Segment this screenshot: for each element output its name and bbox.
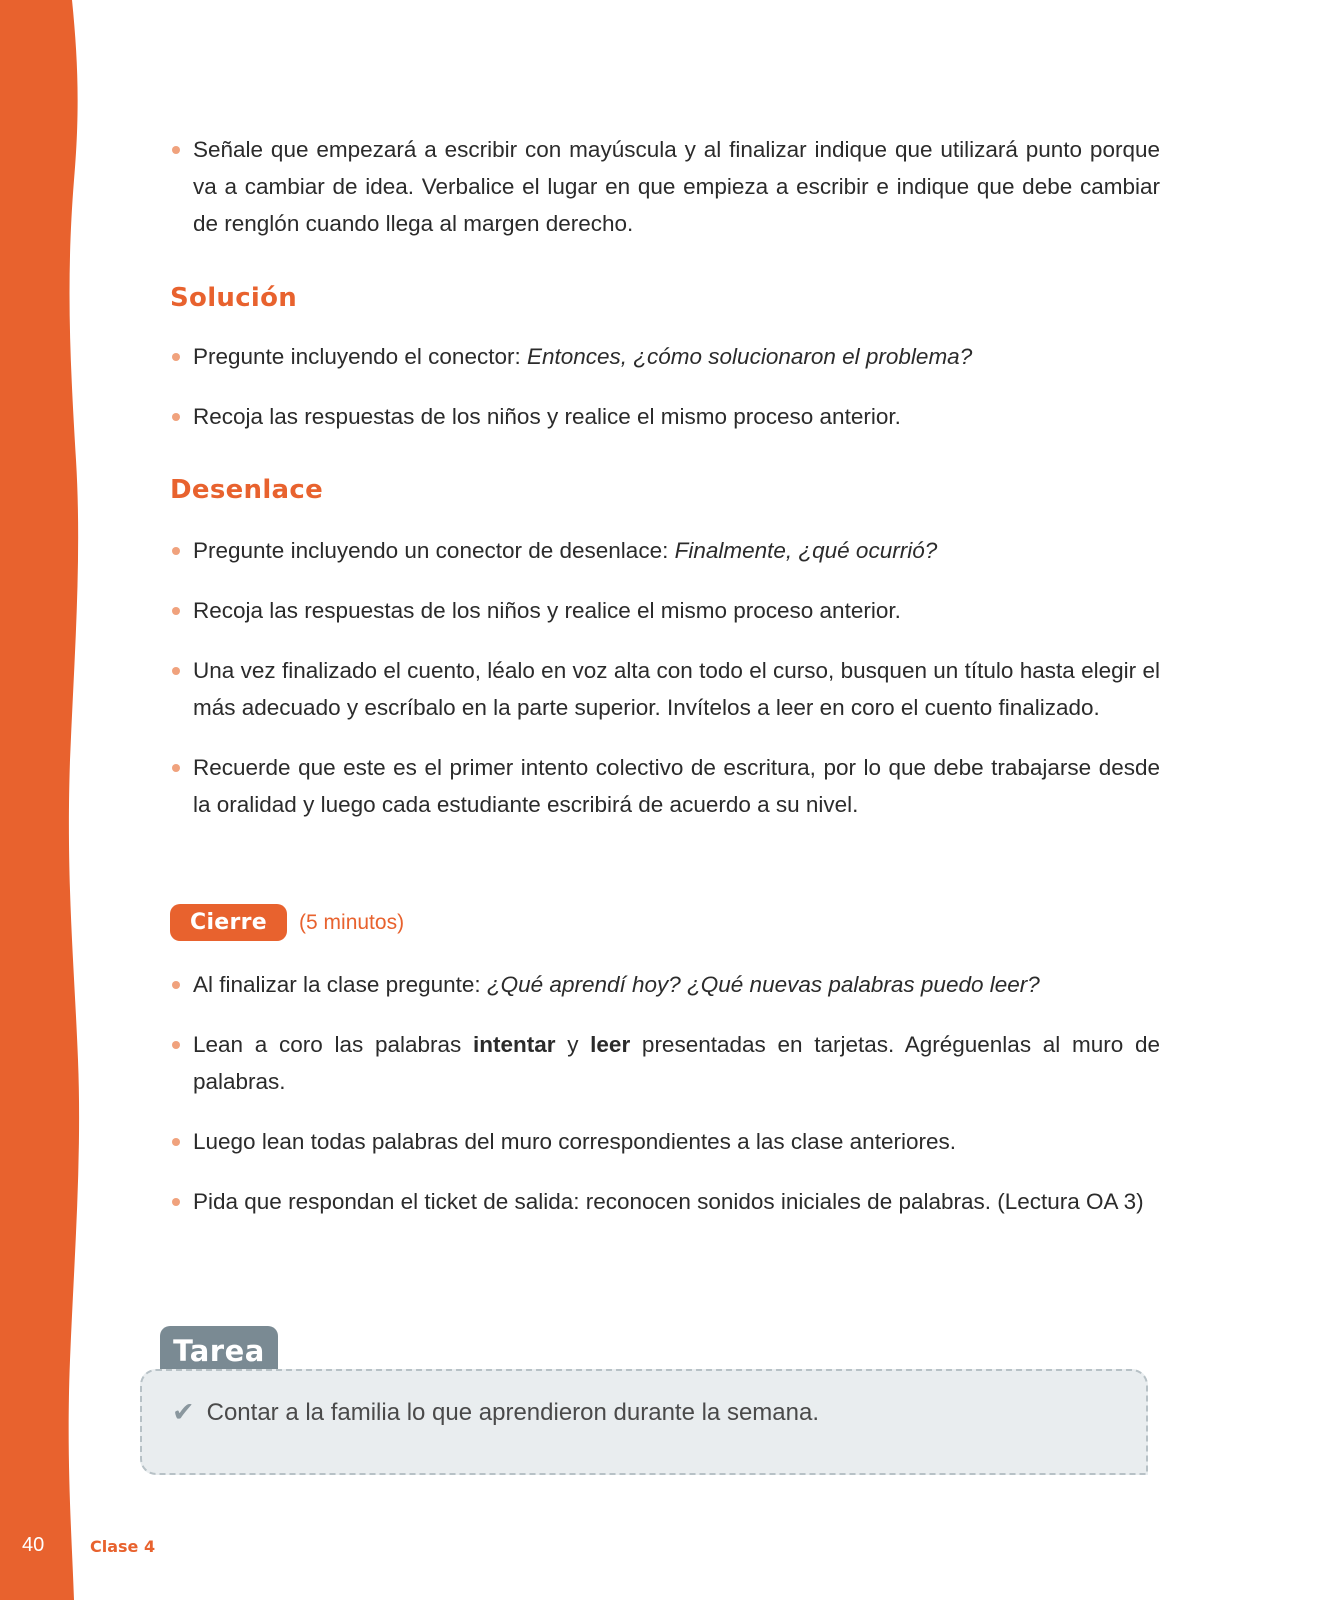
item-text: Pregunte incluyendo el conector:	[193, 344, 527, 369]
intro-list	[170, 131, 1160, 242]
list-item: Luego lean todas palabras del muro correspondientes a las clase anteriores.	[170, 1123, 1160, 1160]
section-heading-solucion: Solución	[170, 283, 298, 313]
list-item: Recuerde que este es el primer intento colectivo de escritura, por lo que debe trabajarse desde la oralidad y luego cada estudiante escribirá de acuerdo a su nivel.	[170, 749, 1160, 823]
cierre-header	[170, 904, 404, 941]
cierre-duration: (5 minutos)	[299, 910, 405, 934]
list-item: Recoja las respuestas de los niños y realice el mismo proceso anterior.	[170, 398, 1160, 435]
bold-word: leer	[590, 1032, 631, 1057]
tarea-box	[140, 1369, 1148, 1475]
footer-class-label: Clase 4	[90, 1537, 156, 1556]
item-text: Al finalizar la clase pregunte:	[193, 972, 487, 997]
cierre-badge: Cierre	[170, 904, 287, 941]
list-item: Señale que empezará a escribir con mayúscula y al finalizar indique que utilizará punto porque va a cambiar de idea. Verbalice el lugar en que empieza a escribir e indique que debe cambiar de renglón cuando llega al margen derecho.	[170, 131, 1160, 242]
list-item: Pida que respondan el ticket de salida: reconocen sonidos iniciales de palabras. (Lectura OA 3)	[170, 1183, 1160, 1220]
item-text: presentadas en tarjetas. Agréguenlas al muro de palabras.	[193, 1032, 1160, 1094]
page-number: 40	[22, 1534, 45, 1556]
italic-question: ¿Qué aprendí hoy? ¿Qué nuevas palabras puedo leer?	[486, 972, 1040, 997]
list-item: Una vez finalizado el cuento, léalo en voz alta con todo el curso, busquen un título hasta elegir el más adecuado y escríbalo en la parte superior. Invítelos a leer en coro el cuento finalizado.	[170, 652, 1160, 726]
list-item	[170, 1026, 1160, 1100]
italic-question: Entonces, ¿cómo solucionaron el problema?	[526, 344, 973, 369]
tarea-text: Contar a la familia lo que aprendieron durante la semana.	[206, 1398, 819, 1426]
italic-question: Finalmente, ¿qué ocurrió?	[674, 538, 938, 563]
list-item	[170, 966, 1160, 1003]
tarea-item	[172, 1397, 819, 1428]
tarea-tab: Tarea	[160, 1326, 278, 1372]
desenlace-list	[170, 532, 1160, 846]
list-item	[170, 338, 1160, 375]
item-text: y	[555, 1032, 591, 1057]
bold-word: intentar	[472, 1032, 556, 1057]
checkmark-icon: ✔	[172, 1397, 195, 1427]
solucion-list	[170, 338, 1160, 458]
orange-side-band	[0, 0, 110, 1600]
cierre-list	[170, 966, 1160, 1243]
list-item	[170, 532, 1160, 569]
item-text: Pregunte incluyendo un conector de desenlace:	[193, 538, 675, 563]
item-text: Lean a coro las palabras	[193, 1032, 473, 1057]
list-item: Recoja las respuestas de los niños y realice el mismo proceso anterior.	[170, 592, 1160, 629]
section-heading-desenlace: Desenlace	[170, 475, 324, 505]
